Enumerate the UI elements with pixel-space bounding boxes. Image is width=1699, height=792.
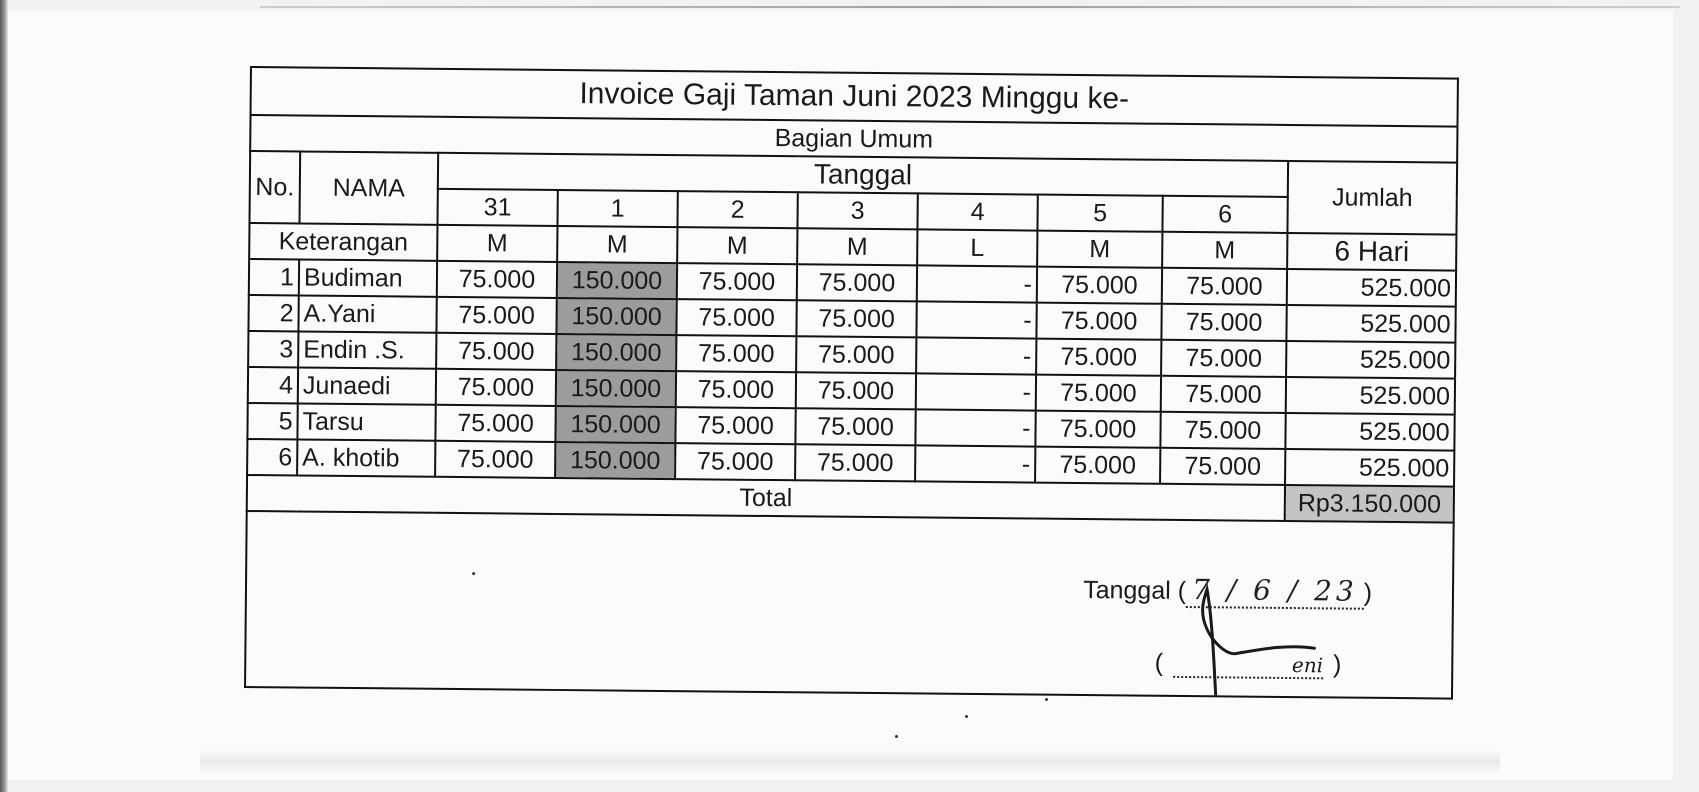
row-total: 525.000 [1285,413,1454,451]
row-wage: 75.000 [1036,339,1161,376]
row-no: 5 [247,403,297,439]
row-wage: 75.000 [795,444,915,481]
row-wage: 75.000 [436,297,556,334]
row-wage-highlight: 150.000 [556,334,676,371]
row-name: Budiman [299,259,437,296]
row-wage-highlight: 150.000 [555,442,675,479]
signature-date-value: 7 / 6 / 23 [1186,573,1364,610]
row-wage: 75.000 [435,441,555,478]
grand-total: Rp3.150.000 [1285,485,1454,523]
row-wage: 75.000 [677,263,797,300]
row-wage: 75.000 [435,405,555,442]
row-wage: 75.000 [676,299,796,336]
row-total: 525.000 [1286,305,1455,343]
row-no: 3 [248,331,298,367]
day-code-cell: M [677,227,797,264]
header-no: No. [249,151,300,223]
row-wage: - [915,445,1035,482]
row-wage: 75.000 [796,372,916,409]
row-name: A.Yani [298,295,436,332]
row-wage: 75.000 [1036,375,1161,412]
row-total: 525.000 [1286,341,1455,379]
paper-speck [895,735,898,738]
row-wage: 75.000 [796,300,916,337]
row-wage: 75.000 [676,335,796,372]
row-total: 525.000 [1286,377,1455,415]
paper-speck [965,715,968,718]
signature-name: ( eni ) [1154,648,1342,679]
row-wage: 75.000 [675,443,795,480]
row-wage: 75.000 [797,264,917,301]
header-nama: NAMA [299,151,438,224]
day-code-cell: M [797,228,917,265]
date-cell: 3 [797,192,917,229]
day-code-cell: M [1037,231,1162,268]
paper-speck [1045,698,1048,701]
paper-speck [472,572,475,575]
row-name: A. khotib [297,439,435,476]
invoice-table [244,66,1459,700]
scan-smudge [200,750,1500,774]
day-code-cell: M [1162,232,1287,269]
row-wage: - [916,373,1036,410]
invoice-document [244,66,1459,700]
row-wage-highlight: 150.000 [555,406,675,443]
department-label: Bagian Umum [250,115,1457,163]
row-wage: - [915,409,1035,446]
total-label: Total [247,475,1285,521]
signature-area [245,511,1454,699]
row-wage: 75.000 [1035,411,1160,448]
header-tanggal: Tanggal [438,153,1288,197]
row-wage: 75.000 [795,408,915,445]
date-cell: 4 [917,193,1037,230]
row-name: Endin .S. [298,331,436,368]
row-wage: 75.000 [1161,340,1286,377]
row-wage: 75.000 [675,407,795,444]
paper-top-edge [260,6,1680,8]
date-cell: 31 [437,189,557,226]
row-wage: 75.000 [436,369,556,406]
day-code-cell: M [557,226,677,263]
signature-mark [1196,581,1327,698]
row-wage: 75.000 [1035,447,1160,484]
row-wage: 75.000 [676,371,796,408]
date-cell: 2 [677,191,797,228]
invoice-title: Invoice Gaji Taman Juni 2023 Minggu ke- [251,67,1458,127]
date-cell: 1 [557,190,677,227]
row-name: Tarsu [297,403,435,440]
header-jumlah: Jumlah [1287,161,1457,235]
day-code-cell: L [917,229,1037,266]
row-no: 1 [249,259,299,295]
row-wage: 75.000 [1036,303,1161,340]
row-wage: 75.000 [1160,412,1285,449]
row-wage-highlight: 150.000 [557,262,677,299]
row-wage-highlight: 150.000 [556,298,676,335]
row-wage: - [916,301,1036,338]
total-days: 6 Hari [1287,233,1456,271]
row-wage: 75.000 [796,336,916,373]
scan-edge-shadow [0,0,8,792]
row-wage: 75.000 [436,333,556,370]
row-wage-highlight: 150.000 [556,370,676,407]
row-wage: 75.000 [437,261,557,298]
date-cell: 5 [1037,195,1162,232]
row-no: 2 [248,295,298,331]
day-code-cell: M [437,225,557,262]
row-wage: 75.000 [1162,268,1287,305]
row-wage: - [916,337,1036,374]
row-name: Junaedi [298,367,436,404]
keterangan-label: Keterangan [249,223,437,261]
signature-name-value: eni [1173,652,1323,679]
signature-date: Tanggal ( 7 / 6 / 23 ) [1083,572,1372,608]
row-wage: 75.000 [1160,448,1285,485]
row-total: 525.000 [1285,449,1454,487]
row-wage: 75.000 [1161,304,1286,341]
date-cell: 6 [1162,196,1287,233]
row-total: 525.000 [1287,269,1456,307]
row-wage: 75.000 [1161,376,1286,413]
signature-date-label: Tanggal [1083,576,1171,605]
row-no: 4 [248,367,298,403]
row-wage: - [917,265,1037,302]
row-wage: 75.000 [1037,267,1162,304]
row-no: 6 [247,439,297,475]
